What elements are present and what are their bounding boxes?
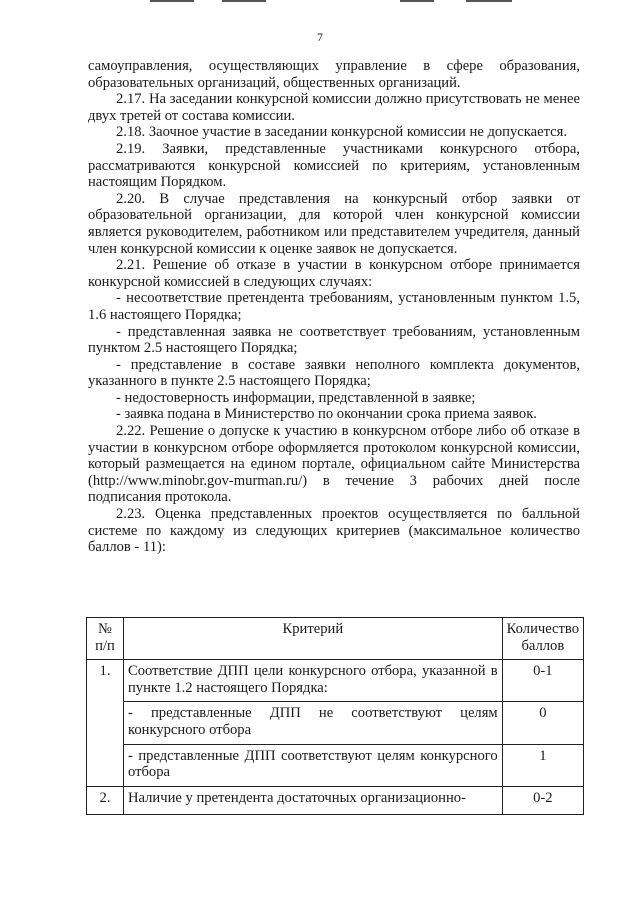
paragraph-2-17: 2.17. На заседании конкурсной комиссии должно присутствовать не менее двух третей от состава комиссии. xyxy=(88,91,580,124)
row-criterion: - представленные ДПП соответствуют целям конкурсного отбора xyxy=(124,744,503,786)
page-number: 7 xyxy=(317,30,323,44)
table-row xyxy=(87,660,584,702)
row-score: 0 xyxy=(502,702,583,744)
table-header-row xyxy=(87,618,584,660)
list-item: - несоответствие претендента требованиям, установленным пунктом 1.5, 1.6 настоящего Порядка; xyxy=(88,290,580,323)
paragraph-2-20: 2.20. В случае представления на конкурсный отбор заявки от образовательной организации, для которой член конкурсной комиссии является руководителем, работником или представителем учредителя, данный член конкурсной комиссии к оценке заявок не допускается. xyxy=(88,190,580,257)
table-row xyxy=(87,744,584,786)
table-row xyxy=(87,702,584,744)
row-score: 0-2 xyxy=(502,786,583,815)
table-row xyxy=(87,786,584,815)
header-criterion: Критерий xyxy=(124,618,503,660)
list-item: - заявка подана в Министерство по окончании срока приема заявок. xyxy=(116,406,537,423)
row-num: 1. xyxy=(87,660,124,787)
header-num: № п/п xyxy=(87,618,124,660)
row-score: 1 xyxy=(502,744,583,786)
list-item: - недостоверность информации, представленной в заявке; xyxy=(116,389,476,406)
paragraph-2-21: 2.21. Решение об отказе в участии в конкурсном отборе принимается конкурсной комиссией в следующих случаях: xyxy=(88,257,580,290)
scan-edge-mark xyxy=(150,0,194,2)
paragraph-2-22: 2.22. Решение о допуске к участию в конкурсном отборе либо об отказе в участии в конкурсном отборе оформляется протоколом конкурсной комиссии, который размещается на едином портале, официальном сайте Министерства (http://www.minobr.gov-murman.ru/) в течение 3 рабочих дней после подписания протокола. xyxy=(88,423,580,506)
row-criterion: Наличие у претендента достаточных организационно- xyxy=(124,786,503,815)
paragraph-2-19: 2.19. Заявки, представленные участниками конкурсного отбора, рассматриваются конкурсной комиссией по критериям, установленным настоящим Порядком. xyxy=(88,140,580,191)
row-criterion: Соответствие ДПП цели конкурсного отбора, указанной в пункте 1.2 настоящего Порядка: xyxy=(124,660,503,702)
paragraph-continuation: самоуправления, осуществляющих управление в сфере образования, образовательных организаций, общественных организаций. xyxy=(88,58,580,91)
paragraph-2-18: 2.18. Заочное участие в заседании конкурсной комиссии не допускается. xyxy=(116,124,567,141)
scan-edge-mark xyxy=(400,0,434,2)
row-num: 2. xyxy=(87,786,124,815)
paragraph-2-23: 2.23. Оценка представленных проектов осуществляется по балльной системе по каждому из следующих критериев (максимальное количество баллов - 11): xyxy=(88,506,580,556)
list-item: - представление в составе заявки неполного комплекта документов, указанного в пункте 2.5 настоящего Порядка; xyxy=(88,356,580,390)
scan-edge-mark xyxy=(466,0,512,2)
criteria-table xyxy=(86,617,584,815)
list-item: - представленная заявка не соответствует требованиям, установленным пунктом 2.5 настоящего Порядка; xyxy=(88,323,580,357)
row-score: 0-1 xyxy=(502,660,583,702)
row-criterion: - представленные ДПП не соответствуют целям конкурсного отбора xyxy=(124,702,503,744)
scan-edge-mark xyxy=(222,0,266,2)
document-body xyxy=(88,58,580,556)
header-score: Количество баллов xyxy=(502,618,583,660)
